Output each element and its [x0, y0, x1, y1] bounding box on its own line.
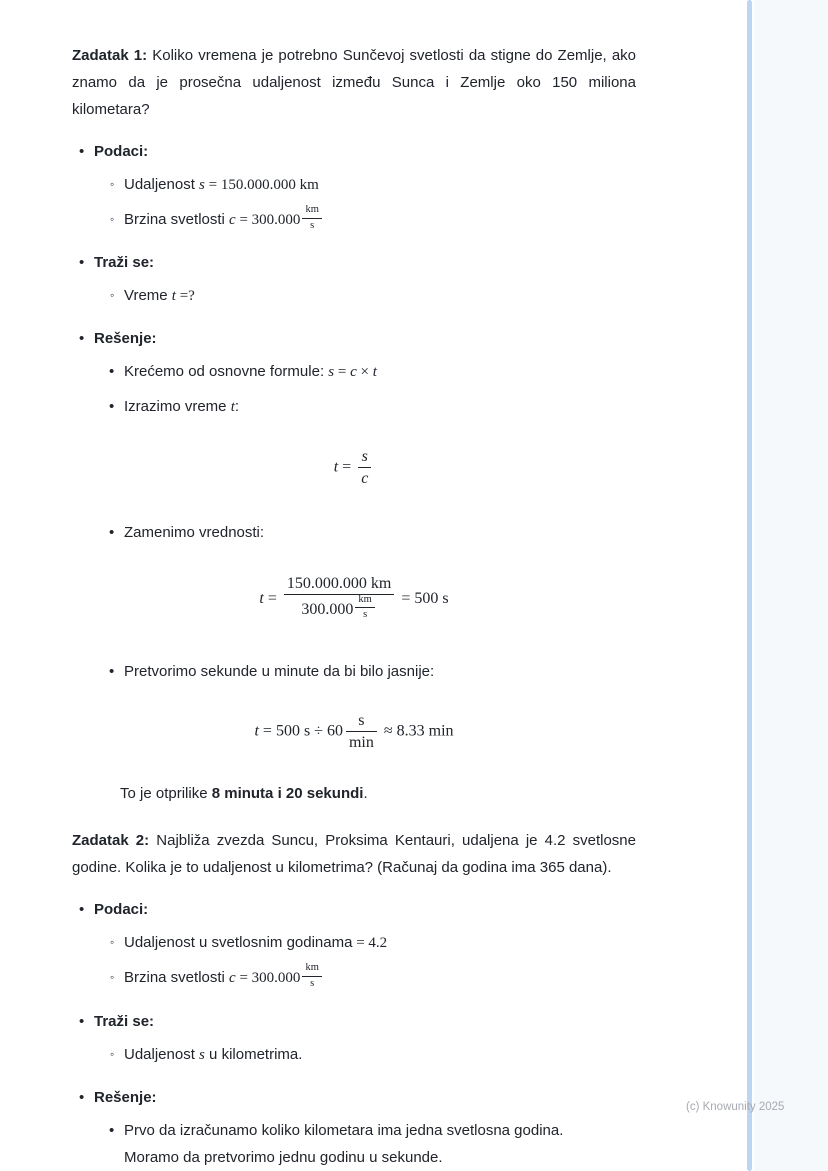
task2-heading-text: Najbliža zvezda Suncu, Proksima Kentauri, udaljena je 4.2 svetlosne godine. Kolika je to udaljenost u kilometrima? (Računaj da godina ima 365 dana).	[72, 832, 636, 877]
bullet-icon: •	[109, 363, 115, 381]
resenje-step1	[124, 358, 377, 386]
trazi2-item1	[124, 1041, 302, 1069]
item-math: = 300.000	[235, 212, 301, 229]
math-var-s: s	[199, 177, 205, 193]
math-equals: =	[338, 458, 356, 476]
km-per-s-fraction	[302, 204, 321, 232]
bullet-icon: •	[109, 523, 115, 541]
math-var-c: c	[229, 212, 236, 229]
resenje-label: Rešenje:	[94, 330, 157, 348]
podaci-item1	[124, 171, 319, 199]
list-item-svetlosne-godine	[102, 929, 636, 957]
km-per-s-fraction	[302, 962, 321, 990]
math-result: = 500 s	[397, 589, 449, 607]
math-var-c: c	[350, 364, 357, 381]
item-text: Brzina svetlosti	[124, 969, 230, 987]
math-var-c: c	[229, 970, 236, 987]
item-text: Udaljenost u svetlosnim godinama	[124, 934, 353, 952]
formula-t-equals-s-over-c	[72, 447, 636, 488]
podaci-item2	[124, 206, 324, 234]
right-gutter	[754, 0, 828, 1171]
fraction-denominator	[284, 595, 394, 624]
trazi-label-2: Traži se:	[94, 1012, 155, 1030]
circle-bullet-icon: ◦	[110, 212, 115, 226]
list-item-step1	[102, 358, 636, 386]
fraction-numerator: km	[355, 594, 374, 609]
task1-conclusion	[120, 780, 636, 807]
task1-heading-label: Zadatak 1:	[72, 47, 148, 64]
task1-heading-text: Koliko vremena je potrebno Sunčevoj svetlosti da stigne do Zemlje, ako znamo da je prosečna udaljenost između Sunca i Zemlje oko 150 miliona kilometara?	[72, 47, 637, 118]
math-var-s: s	[328, 364, 335, 381]
resenje-label-2: Rešenje:	[94, 1088, 157, 1106]
circle-bullet-icon: ◦	[110, 288, 115, 303]
math-var-s: s	[199, 1046, 205, 1063]
scrollbar-thumb[interactable]	[747, 0, 752, 1171]
fraction-numerator: km	[302, 962, 321, 977]
list-item-resenje-2	[72, 1084, 636, 1111]
bullet-icon: •	[109, 1121, 115, 1139]
math-result: ≈ 8.33 min	[379, 722, 454, 740]
conclusion-text: To je otprilike	[120, 785, 212, 803]
item-text: Vreme	[124, 287, 172, 305]
resenje-step4: Pretvorimo sekunde u minute da bi bilo jasnije:	[124, 662, 435, 680]
fraction-denominator: min	[348, 734, 374, 752]
formula-minutes	[72, 711, 636, 752]
list-item-trazi-2	[72, 1008, 636, 1035]
math-expression: = 500 s ÷ 60	[258, 722, 343, 740]
bullet-icon: •	[79, 1088, 85, 1106]
item-text: :	[234, 398, 240, 416]
math-var-t: t	[254, 722, 259, 740]
item-math: =?	[175, 288, 195, 305]
denominator-value: 300.000	[301, 600, 354, 618]
resenje-step3: Zamenimo vrednosti:	[124, 523, 265, 541]
math-equals: =	[263, 589, 281, 607]
item-text: Izrazimo vreme	[124, 398, 231, 416]
values-fraction	[284, 574, 394, 624]
math-op: ×	[356, 364, 373, 381]
item-text: Udaljenost	[124, 176, 200, 193]
list-item-brzina	[102, 206, 636, 234]
list-item-resenje	[72, 325, 636, 352]
podaci-label-2: Podaci:	[94, 901, 149, 919]
bullet-icon: •	[109, 398, 115, 416]
fraction-numerator: s	[346, 711, 377, 732]
fraction-denominator: c	[361, 470, 369, 488]
circle-bullet-icon: ◦	[110, 1046, 115, 1061]
bullet-icon: •	[79, 330, 85, 348]
bullet-icon: •	[109, 662, 115, 680]
list-item-udaljenost-km	[102, 1041, 636, 1069]
task1-heading	[72, 42, 636, 123]
circle-bullet-icon: ◦	[110, 935, 115, 950]
step-line-1: Prvo da izračunamo koliko kilometara ima jedna svetlosna godina.	[124, 1121, 564, 1139]
formula-values	[72, 574, 636, 624]
list-item-vreme	[102, 282, 636, 310]
podaci-label: Podaci:	[94, 143, 149, 160]
list-item-step3	[102, 519, 636, 546]
list-item-podaci	[72, 138, 636, 165]
item-text: Udaljenost	[124, 1045, 200, 1063]
item-text: Brzina svetlosti	[124, 211, 230, 229]
km-per-s-fraction	[355, 594, 374, 622]
fraction-numerator: s	[358, 447, 371, 468]
list-item-step4	[102, 658, 636, 685]
task2-heading-label: Zadatak 2:	[72, 832, 150, 850]
math-var-t: t	[333, 458, 339, 476]
list-item-udaljenost	[102, 171, 636, 199]
circle-bullet-icon: ◦	[110, 177, 115, 191]
fraction-denominator: s	[363, 609, 368, 621]
fraction-denominator: s	[310, 977, 315, 989]
item-math: = 300.000	[235, 970, 301, 987]
fraction-numerator: 150.000.000 km	[284, 574, 394, 595]
fraction-denominator: s	[310, 219, 315, 231]
item-math: = 4.2	[352, 935, 388, 952]
item-text: Krećemo od osnovne formule:	[124, 363, 329, 381]
bullet-icon: •	[79, 901, 85, 919]
math-var-t: t	[230, 399, 235, 416]
task2-heading	[72, 827, 636, 881]
step-line-2: Moramo da pretvorimo jednu godinu u sekunde.	[124, 1148, 443, 1166]
trazi-label: Traži se:	[94, 254, 155, 272]
list-item-trazi	[72, 249, 636, 276]
conclusion-bold: 8 minuta i 20 sekundi	[211, 785, 364, 803]
list-item-podaci-2	[72, 896, 636, 923]
item-math: = 150.000.000 km	[204, 177, 319, 193]
s-over-c-fraction	[358, 447, 371, 488]
list-item-step2	[102, 393, 636, 421]
list-item-brzina-2	[102, 964, 636, 992]
knowunity-watermark: (c) Knowunity 2025	[686, 1101, 785, 1113]
bullet-icon: •	[79, 143, 85, 160]
podaci2-item1	[124, 929, 387, 957]
circle-bullet-icon: ◦	[110, 970, 115, 985]
math-var-t: t	[259, 589, 264, 607]
list-item-step1-task2	[102, 1117, 636, 1171]
document-content	[72, 42, 636, 1171]
resenje-step2	[124, 393, 239, 421]
s-per-min-fraction	[346, 711, 377, 752]
math-op: =	[334, 364, 351, 381]
bullet-icon: •	[79, 1012, 85, 1030]
conclusion-text: .	[363, 785, 368, 803]
bullet-icon: •	[79, 254, 85, 272]
podaci2-item2	[124, 964, 324, 992]
item-text: u kilometrima.	[204, 1045, 303, 1063]
math-var-t: t	[171, 288, 176, 305]
math-var-t: t	[372, 364, 377, 381]
resenje2-step1	[124, 1117, 563, 1171]
fraction-numerator: km	[302, 204, 321, 219]
trazi-item1	[124, 282, 195, 310]
